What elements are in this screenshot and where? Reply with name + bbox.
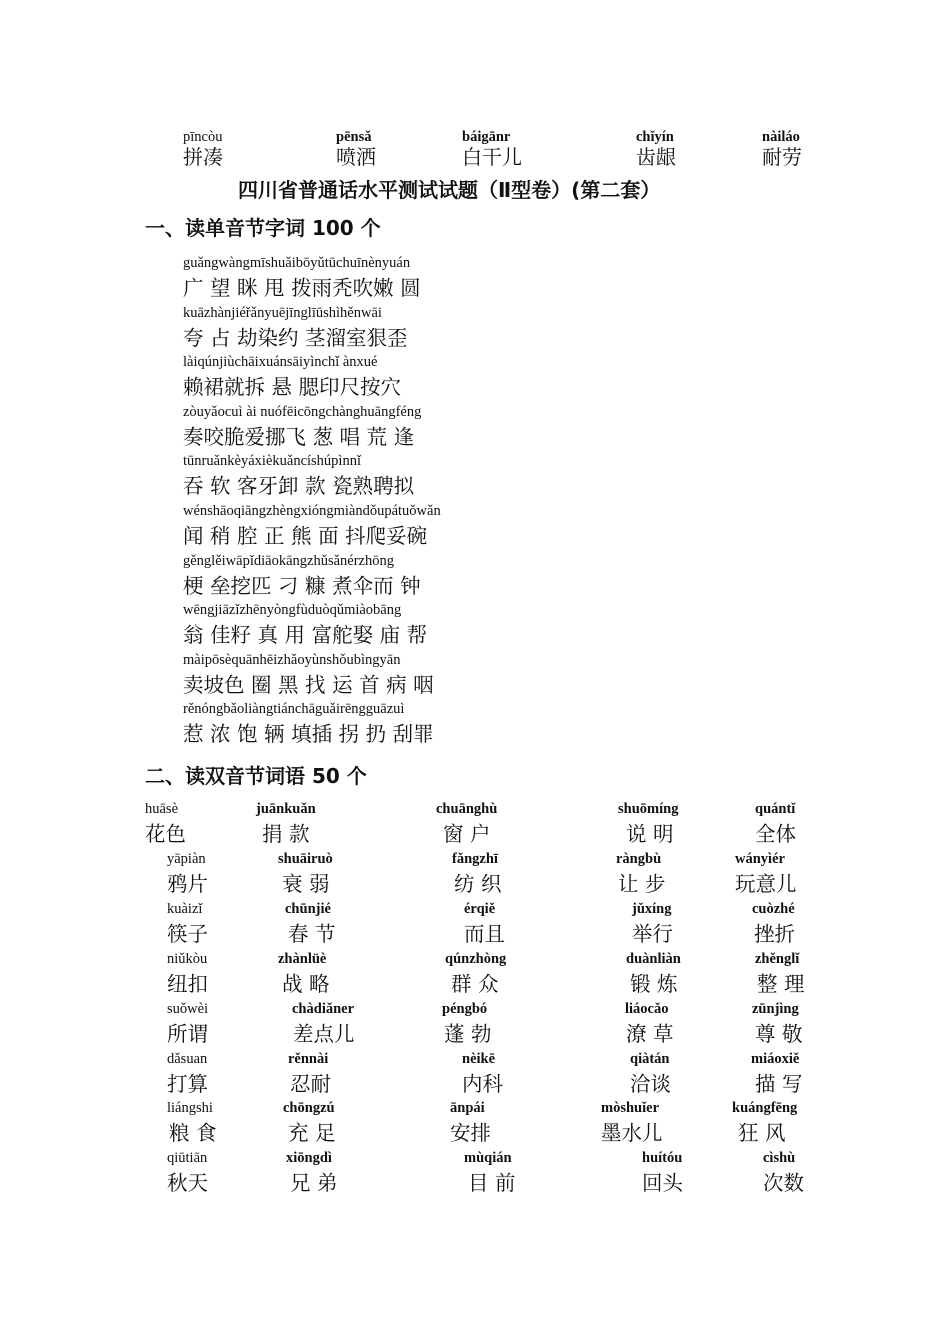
word-hanzi: 窗 户 bbox=[443, 822, 491, 846]
list-item-hanzi: 赖裙就拆 悬 腮印尺按穴 bbox=[183, 375, 402, 399]
list-item-pinyin: wēngjiāzǐzhēnyòngfùduòqǔmiàobāng bbox=[183, 602, 402, 618]
word-hanzi: 忍耐 bbox=[290, 1072, 331, 1096]
word-pinyin: juānkuǎn bbox=[256, 801, 316, 817]
word-pinyin: chàdiǎner bbox=[292, 1001, 355, 1017]
word-pinyin: cìshù bbox=[763, 1150, 796, 1166]
list-item-hanzi: 梗 垒挖匹 刁 糠 煮伞而 钟 bbox=[183, 574, 421, 598]
word-pinyin: liángshi bbox=[167, 1100, 213, 1116]
word-hanzi: 挫折 bbox=[754, 922, 795, 946]
word-hanzi: 蓬 勃 bbox=[444, 1022, 492, 1046]
word-pinyin: qiàtán bbox=[630, 1051, 670, 1067]
word-pinyin: yāpiàn bbox=[167, 851, 206, 867]
list-item-pinyin: wénshāoqiāngzhèngxióngmiàndǒupátuǒwǎn bbox=[183, 503, 441, 519]
word-pinyin: huāsè bbox=[145, 801, 179, 817]
word-hanzi: 潦 草 bbox=[626, 1022, 674, 1046]
word-hanzi: 捐 款 bbox=[262, 822, 310, 846]
word-hanzi: 粮 食 bbox=[169, 1121, 217, 1145]
word-hanzi: 回头 bbox=[642, 1171, 683, 1195]
word-hanzi: 打算 bbox=[167, 1072, 208, 1096]
word-hanzi: 目 前 bbox=[468, 1171, 516, 1195]
word-hanzi: 筷子 bbox=[167, 922, 208, 946]
list-item-hanzi: 广 望 眯 甩 拨雨秃吹嫩 圆 bbox=[183, 276, 421, 300]
word-hanzi: 兄 弟 bbox=[290, 1171, 338, 1195]
word-pinyin: mùqián bbox=[464, 1150, 512, 1166]
word-hanzi: 而且 bbox=[464, 922, 505, 946]
list-item-hanzi: 惹 浓 饱 辆 填插 拐 扔 刮罪 bbox=[183, 722, 434, 746]
word-hanzi: 安排 bbox=[450, 1121, 491, 1145]
top-word-pinyin-3: báigānr bbox=[462, 129, 511, 145]
word-hanzi: 鸦片 bbox=[167, 872, 208, 896]
word-hanzi: 群 众 bbox=[451, 972, 499, 996]
word-hanzi: 描 写 bbox=[755, 1072, 803, 1096]
word-pinyin: huítóu bbox=[642, 1150, 683, 1166]
top-word-hanzi-1: 拼凑 bbox=[183, 145, 223, 169]
word-hanzi: 充 足 bbox=[288, 1121, 336, 1145]
word-hanzi: 举行 bbox=[632, 922, 673, 946]
list-item-pinyin: zòuyǎocuì ài nuófēicōngchànghuāngféng bbox=[183, 404, 422, 420]
word-hanzi: 整 理 bbox=[757, 972, 805, 996]
word-hanzi: 秋天 bbox=[167, 1171, 208, 1195]
top-word-pinyin-4: chǐyín bbox=[636, 129, 674, 145]
word-pinyin: chuānghù bbox=[436, 801, 498, 817]
word-pinyin: zhànlüè bbox=[278, 951, 327, 967]
word-pinyin: cuòzhé bbox=[752, 901, 795, 917]
list-item-hanzi: 闻 稍 腔 正 熊 面 抖爬妥碗 bbox=[183, 524, 428, 548]
word-hanzi: 让 步 bbox=[618, 872, 666, 896]
word-pinyin: liáocǎo bbox=[625, 1001, 669, 1017]
word-pinyin: kuàizǐ bbox=[167, 901, 203, 917]
word-hanzi: 春 节 bbox=[288, 922, 336, 946]
word-pinyin: miáoxiě bbox=[751, 1051, 800, 1067]
word-pinyin: jǔxíng bbox=[632, 901, 672, 917]
word-pinyin: rěnnài bbox=[288, 1051, 329, 1067]
word-hanzi: 差点儿 bbox=[293, 1022, 355, 1046]
word-pinyin: péngbó bbox=[442, 1001, 488, 1017]
list-item-hanzi: 吞 软 客牙卸 款 瓷熟聘拟 bbox=[183, 474, 415, 498]
list-item-pinyin: màipōsèquānhēizhǎoyùnshǒubìngyān bbox=[183, 652, 401, 668]
list-item-pinyin: rěnóngbǎoliàngtiánchāguǎirēngguāzuì bbox=[183, 701, 405, 717]
list-item-hanzi: 奏咬脆爱挪飞 葱 唱 荒 逢 bbox=[183, 425, 415, 449]
word-hanzi: 所谓 bbox=[167, 1022, 208, 1046]
top-word-pinyin-1: pīncòu bbox=[183, 129, 223, 145]
word-pinyin: qiūtiān bbox=[167, 1150, 208, 1166]
word-pinyin: nèikē bbox=[462, 1051, 496, 1067]
word-hanzi: 说 明 bbox=[626, 822, 674, 846]
word-hanzi: 全体 bbox=[755, 822, 796, 846]
list-item-pinyin: kuāzhànjiéřǎnyuējīnglīūshìhěnwāi bbox=[183, 305, 382, 321]
list-item-hanzi: 夸 占 劫染约 茎溜室狠歪 bbox=[183, 326, 408, 350]
top-word-hanzi-5: 耐劳 bbox=[762, 145, 802, 169]
word-hanzi: 尊 敬 bbox=[755, 1022, 803, 1046]
word-pinyin: shuāiruò bbox=[278, 851, 333, 867]
word-pinyin: dǎsuan bbox=[167, 1051, 208, 1067]
list-item-pinyin: guǎngwàngmīshuǎibōyǔtūchuīnènyuán bbox=[183, 255, 411, 271]
word-hanzi: 内科 bbox=[462, 1072, 503, 1096]
word-pinyin: qúnzhòng bbox=[445, 951, 507, 967]
top-word-hanzi-3: 白干儿 bbox=[462, 145, 522, 169]
section-1-heading: 一、读单音节字词 100 个 bbox=[145, 216, 381, 240]
word-hanzi: 纽扣 bbox=[167, 972, 208, 996]
word-pinyin: ràngbù bbox=[616, 851, 662, 867]
word-pinyin: ānpái bbox=[450, 1100, 485, 1116]
word-pinyin: zhěnglǐ bbox=[755, 951, 800, 967]
word-hanzi: 玩意儿 bbox=[735, 872, 797, 896]
list-item-pinyin: gěnglěiwāpǐdiāokāngzhǔsǎnérzhōng bbox=[183, 553, 394, 569]
word-pinyin: quántǐ bbox=[755, 801, 796, 817]
list-item-hanzi: 翁 佳籽 真 用 富舵娶 庙 帮 bbox=[183, 623, 428, 647]
list-item-pinyin: làiqúnjiùchāixuánsāiyìnchǐ ànxué bbox=[183, 354, 378, 370]
word-pinyin: wányìér bbox=[735, 851, 785, 867]
word-pinyin: suǒwèi bbox=[167, 1001, 209, 1017]
word-hanzi: 衰 弱 bbox=[282, 872, 330, 896]
word-pinyin: chōngzú bbox=[283, 1100, 335, 1116]
word-pinyin: fǎngzhī bbox=[452, 851, 498, 867]
word-pinyin: chūnjié bbox=[285, 901, 331, 917]
word-pinyin: duànliàn bbox=[626, 951, 681, 967]
word-hanzi: 洽谈 bbox=[630, 1072, 671, 1096]
section-2-heading: 二、读双音节词语 50 个 bbox=[145, 764, 367, 788]
word-pinyin: shuōmíng bbox=[618, 801, 679, 817]
top-word-pinyin-2: pēnsǎ bbox=[336, 129, 372, 145]
word-pinyin: niǔkòu bbox=[167, 951, 208, 967]
word-hanzi: 花色 bbox=[145, 822, 186, 846]
word-hanzi: 纺 织 bbox=[454, 872, 502, 896]
list-item-pinyin: tūnruǎnkèyáxièkuǎncíshúpìnnǐ bbox=[183, 453, 361, 469]
word-hanzi: 墨水儿 bbox=[601, 1121, 663, 1145]
list-item-hanzi: 卖坡色 圈 黑 找 运 首 病 咽 bbox=[183, 673, 434, 697]
word-pinyin: xiōngdì bbox=[286, 1150, 332, 1166]
top-word-pinyin-5: nàiláo bbox=[762, 129, 800, 145]
page-title: 四川省普通话水平测试试题（Ⅱ型卷）(第二套） bbox=[238, 178, 661, 202]
word-pinyin: kuángfēng bbox=[732, 1100, 798, 1116]
word-pinyin: érqiě bbox=[464, 901, 496, 917]
word-hanzi: 锻 炼 bbox=[630, 972, 678, 996]
word-hanzi: 次数 bbox=[763, 1171, 804, 1195]
word-hanzi: 狂 风 bbox=[738, 1121, 786, 1145]
word-hanzi: 战 略 bbox=[282, 972, 330, 996]
word-pinyin: mòshuǐer bbox=[601, 1100, 659, 1116]
top-word-hanzi-2: 喷洒 bbox=[336, 145, 376, 169]
word-pinyin: zūnjìng bbox=[752, 1001, 799, 1017]
top-word-hanzi-4: 齿龈 bbox=[636, 145, 676, 169]
